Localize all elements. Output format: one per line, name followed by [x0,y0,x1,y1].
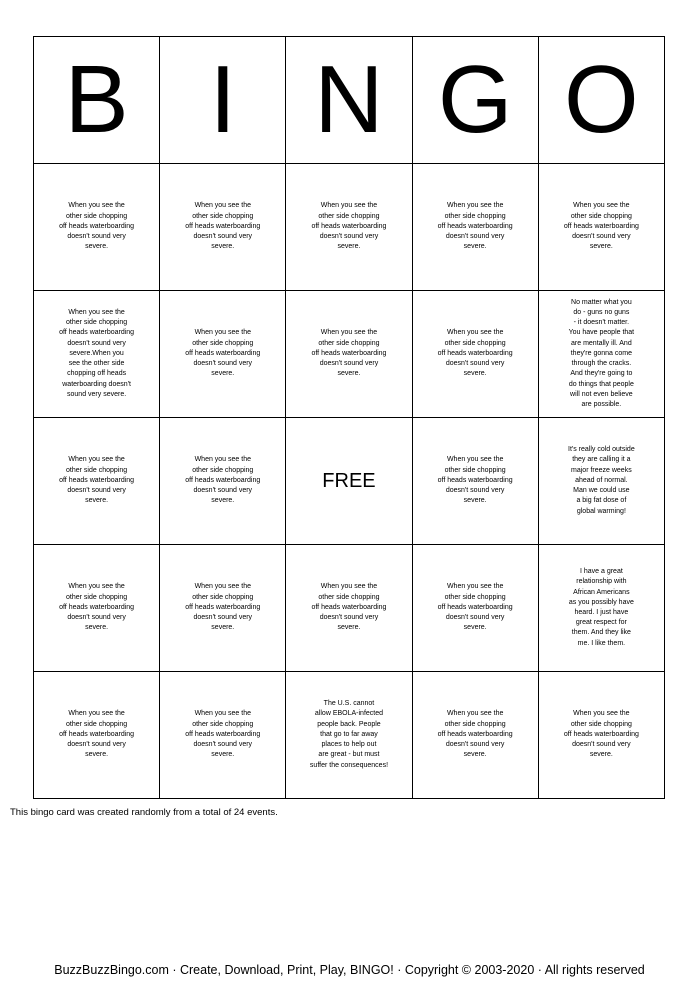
cell-text: When you see the other side chopping off heads waterboarding doesn't sound very severe. [185,202,261,251]
bingo-row-1 [34,164,665,291]
cell-text: When you see the other side chopping off heads waterboarding doesn't sound very severe. [185,456,261,505]
bingo-cell [34,418,160,545]
cell-text: When you see the other side chopping off heads waterboarding doesn't sound very severe. [437,456,513,505]
bingo-cell [412,545,538,672]
cell-text: The U.S. cannot allow EBOLA-infected people back. People that go to far away places to help out are great - but must suffer the consequences! [309,700,389,769]
card-caption: This bingo card was created randomly from a total of 24 events. [10,807,278,818]
cell-text: When you see the other side chopping off heads waterboarding doesn't sound very severe. [563,710,639,759]
cell-text: It's really cold outside they are calling it a major freeze weeks ahead of normal. Man we could use a big fat dose of global warming! [568,446,635,515]
cell-text: When you see the other side chopping off heads waterboarding doesn't sound very severe. [185,583,261,632]
bingo-cell [538,418,664,545]
cell-text: When you see the other side chopping off heads waterboarding doesn't sound very severe. [59,710,135,759]
bingo-cell [538,672,664,799]
bingo-cell [34,545,160,672]
bingo-row-4 [34,545,665,672]
bingo-cell [286,164,412,291]
header-letter-b: B [34,37,160,164]
header-letter-g: G [412,37,538,164]
bingo-cell [538,545,664,672]
cell-text: When you see the other side chopping off heads waterboarding doesn't sound very severe. [437,202,513,251]
bingo-header-row [34,37,665,164]
header-letter-i: I [160,37,286,164]
bingo-cell [34,164,160,291]
cell-text: When you see the other side chopping off heads waterboarding doesn't sound very severe.When you see the other side chopping off heads waterboarding doesn't sound very severe. [59,309,135,398]
header-letter-o: O [538,37,664,164]
bingo-cell [286,545,412,672]
bingo-cell [34,291,160,418]
cell-text: When you see the other side chopping off heads waterboarding doesn't sound very severe. [59,583,135,632]
cell-text: When you see the other side chopping off heads waterboarding doesn't sound very severe. [437,710,513,759]
free-space-label: FREE [322,469,376,492]
bingo-row-2 [34,291,665,418]
free-space-cell [286,418,412,545]
cell-text: When you see the other side chopping off heads waterboarding doesn't sound very severe. [185,329,261,378]
header-letter-n: N [286,37,412,164]
bingo-cell [412,164,538,291]
bingo-cell [160,164,286,291]
cell-text: No matter what you do - guns no guns - it doesn't matter. You have people that are mentally ill. And they're gonna come through the cracks. And they're going to do things that people will not even believe are possible. [568,298,635,408]
cell-text: I have a great relationship with African Americans as you possibly have heard. I just have great respect for them. And they like me. I like them. [568,568,634,647]
bingo-cell [412,291,538,418]
bingo-cell [160,672,286,799]
cell-text: When you see the other side chopping off heads waterboarding doesn't sound very severe. [59,202,135,251]
bingo-card-grid [33,36,665,799]
cell-text: When you see the other side chopping off heads waterboarding doesn't sound very severe. [59,456,135,505]
bingo-cell [160,545,286,672]
bingo-cell [286,672,412,799]
bingo-cell [286,291,412,418]
cell-text: When you see the other side chopping off heads waterboarding doesn't sound very severe. [437,329,513,378]
bingo-row-3 [34,418,665,545]
bingo-cell [34,672,160,799]
bingo-row-5 [34,672,665,799]
cell-text: When you see the other side chopping off heads waterboarding doesn't sound very severe. [311,329,387,378]
bingo-cell [538,164,664,291]
cell-text: When you see the other side chopping off heads waterboarding doesn't sound very severe. [185,710,261,759]
bingo-cell [538,291,664,418]
bingo-cell [412,418,538,545]
cell-text: When you see the other side chopping off heads waterboarding doesn't sound very severe. [311,202,387,251]
bingo-cell [160,418,286,545]
bingo-cell [412,672,538,799]
cell-text: When you see the other side chopping off heads waterboarding doesn't sound very severe. [311,583,387,632]
site-footer: BuzzBuzzBingo.com · Create, Download, Print, Play, BINGO! · Copyright © 2003-2020 · All rights reserved [54,963,645,977]
cell-text: When you see the other side chopping off heads waterboarding doesn't sound very severe. [437,583,513,632]
cell-text: When you see the other side chopping off heads waterboarding doesn't sound very severe. [563,202,639,251]
bingo-cell [160,291,286,418]
